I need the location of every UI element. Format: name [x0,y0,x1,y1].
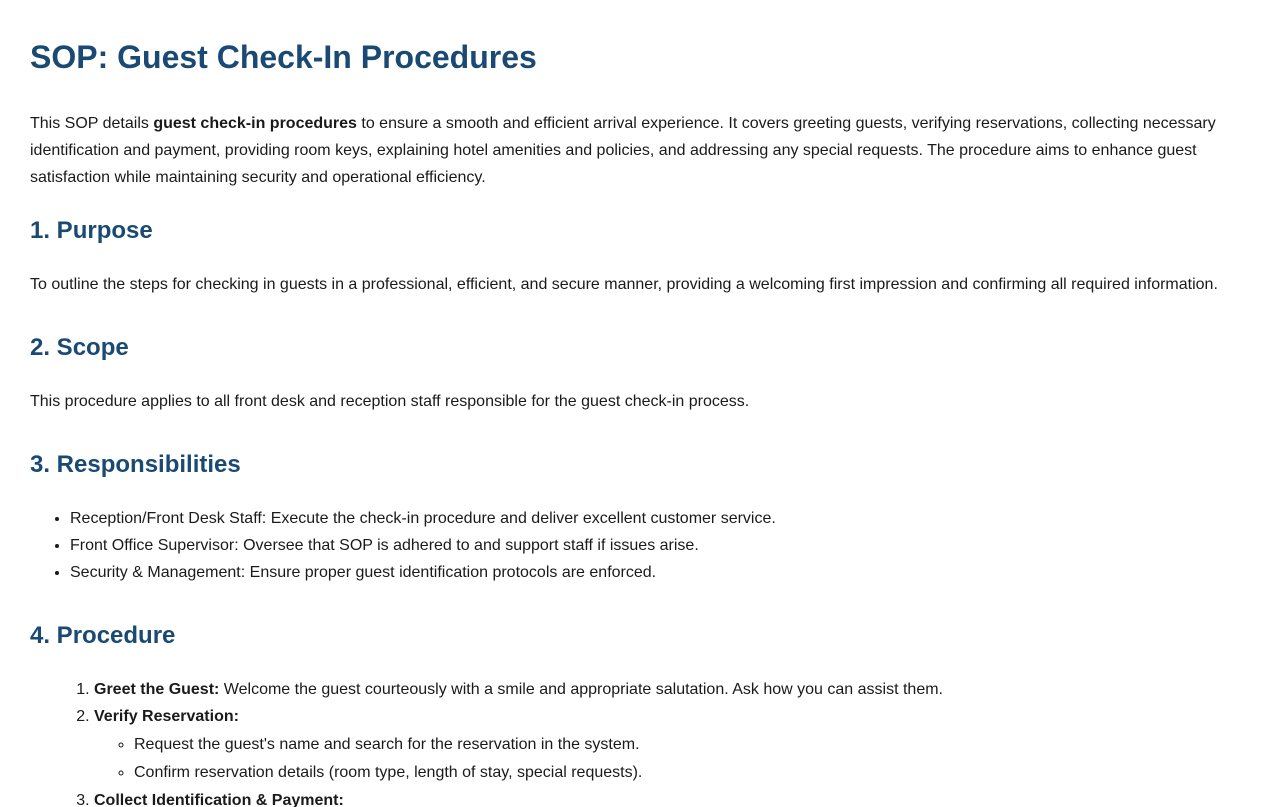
step-text: Welcome the guest courteously with a smile and appropriate salutation. Ask how you can assist them. [219,681,943,698]
page-title: SOP: Guest Check-In Procedures [30,39,537,75]
responsibilities-list [30,505,1233,586]
substep-list [94,731,1233,786]
intro-paragraph [30,110,1233,191]
responsibilities-heading: 3. Responsibilities [30,451,241,478]
intro-prefix: This SOP details [30,115,154,132]
intro-bold: guest check-in procedures [153,115,357,132]
procedure-step [94,787,1233,807]
scope-text: This procedure applies to all front desk and reception staff responsible for the guest check-in process. [30,393,750,410]
substep-item: ◦ Confirm reservation details (room type, length of stay, special requests). [134,759,1233,786]
scope-heading: 2. Scope [30,334,129,361]
procedure-step [94,676,1233,703]
substep-item: ◦ Request the guest's name and search for the reservation in the system. [134,731,1233,758]
procedure-list [30,676,1233,807]
list-item: • Security & Management: Ensure proper guest identification protocols are enforced. [70,559,1233,586]
step-title: Collect Identification & Payment: [94,792,344,807]
list-item: • Reception/Front Desk Staff: Execute the check-in procedure and deliver excellent customer service. [70,505,1233,532]
intro-suffix: to ensure a smooth and efficient arrival experience. It covers greeting guests, verifying reservations, collecting necessary identification and payment, providing room keys, explaining hotel amenities and policies, and addressing any special requests. The procedure aims to enhance guest satisfaction while maintaining security and operational efficiency. [30,115,1216,186]
purpose-text: To outline the steps for checking in guests in a professional, efficient, and secure manner, providing a welcoming first impression and confirming all required information. [30,276,1218,293]
step-title: Verify Reservation: [94,708,239,725]
purpose-heading: 1. Purpose [30,217,153,244]
list-item: • Front Office Supervisor: Oversee that SOP is adhered to and support staff if issues arise. [70,532,1233,559]
procedure-heading: 4. Procedure [30,622,176,649]
step-title: Greet the Guest: [94,681,220,698]
procedure-step [94,703,1233,786]
